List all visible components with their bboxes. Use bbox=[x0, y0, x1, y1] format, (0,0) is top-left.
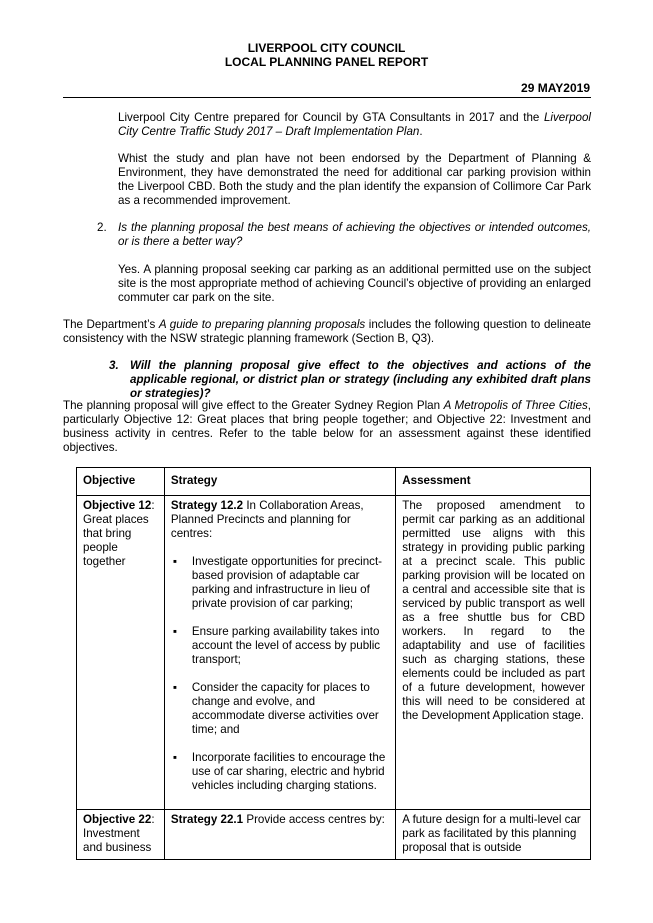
bullet-icon: ▪ bbox=[172, 625, 178, 638]
strategy-bullet-list bbox=[171, 555, 390, 793]
plan-title-italic: A Metropolis of Three Cities bbox=[443, 399, 588, 412]
paragraph-region-plan bbox=[63, 399, 591, 455]
list-item bbox=[171, 625, 390, 667]
list-item bbox=[171, 555, 390, 611]
bullet-icon: ▪ bbox=[172, 681, 178, 694]
list-item-text: Incorporate facilities to encourage the use of car sharing, electric and hybrid vehicles including charging stations. bbox=[191, 751, 386, 792]
objective-text: : Investment and business bbox=[83, 813, 155, 854]
header-strategy: Strategy bbox=[164, 468, 395, 496]
study-title-italic: Liverpool City Centre Traffic Study 2017 – Draft Implementation Plan bbox=[118, 111, 591, 138]
paragraph-text-end: , particularly Objective 12: Great places that bring people together; and Objective 22: Investment and business activity in centres. Refer to the table below for an assessment against these identified objectives. bbox=[63, 399, 591, 454]
strategy-label: Strategy 12.2 bbox=[170, 499, 244, 512]
question-3-text: Will the planning proposal give effect to the objectives and actions of the applicable regional, or district plan or strategy (including any exhibited draft plans or strategies)? bbox=[130, 359, 591, 400]
paragraph-text-end: includes the following question to delineate consistency with the NSW strategic planning framework (Section B, Q3). bbox=[63, 318, 592, 345]
objective-text: : Great places that bring people together bbox=[83, 499, 155, 568]
report-header bbox=[0, 41, 653, 69]
paragraph-answer-yes: Yes. A planning proposal seeking car parking as an additional permitted use on the subject site is the most appropriate method of achieving Council’s objective of providing an enlarged commuter car park on the site. bbox=[118, 263, 591, 304]
strategy-label: Strategy 22.1 bbox=[170, 813, 244, 826]
objective-cell bbox=[77, 496, 165, 810]
strategy-cell bbox=[164, 496, 395, 810]
question-2-text: Is the planning proposal the best means of achieving the objectives or intended outcomes, or is there a better way? bbox=[118, 221, 591, 248]
objective-cell bbox=[77, 810, 165, 860]
strategy-intro bbox=[171, 499, 390, 541]
list-item-text: Consider the capacity for places to change and evolve, and accommodate diverse activities over time; and bbox=[191, 681, 379, 736]
objectives-table bbox=[76, 467, 591, 860]
paragraph-text: Liverpool City Centre prepared for Council by GTA Consultants in 2017 and the bbox=[118, 111, 544, 124]
strategy-text: In Collaboration Areas, Planned Precincts and planning for centres: bbox=[170, 499, 364, 540]
table-row bbox=[77, 810, 591, 860]
header-assessment: Assessment bbox=[396, 468, 591, 496]
question-2-number: 2. bbox=[97, 221, 107, 234]
table-header-row bbox=[77, 468, 591, 496]
report-date: 29 MAY2019 bbox=[521, 81, 590, 95]
list-item-text: Investigate opportunities for precinct-based provision of adaptable car parking and infrastructure in lieu of private provision of car parking; bbox=[191, 555, 383, 610]
paragraph-text-end: . bbox=[419, 125, 423, 138]
strategy-text: Provide access centres by: bbox=[243, 813, 385, 826]
paragraph-text: The planning proposal will give effect to the Greater Sydney Region Plan bbox=[63, 399, 444, 412]
guide-title-italic: A guide to preparing planning proposals bbox=[158, 318, 366, 331]
objective-label: Objective 12 bbox=[83, 499, 152, 512]
paragraph-text: The Department’s bbox=[63, 318, 159, 331]
paragraph-endorsement: Whist the study and plan have not been endorsed by the Department of Planning & Environment, they have demonstrated the need for additional car parking provision within the Liverpool CBD. Both the study and the plan identify the expansion of Collimore Car Park as a recommended improvement. bbox=[118, 152, 591, 207]
assessment-cell: A future design for a multi-level car park as facilitated by this planning proposal that is outside bbox=[396, 810, 591, 860]
list-item bbox=[171, 681, 390, 737]
strategy-cell bbox=[164, 810, 395, 860]
objective-label: Objective 22 bbox=[83, 813, 152, 826]
paragraph-department-guide bbox=[63, 318, 591, 346]
bullet-icon: ▪ bbox=[172, 555, 178, 568]
table-row bbox=[77, 496, 591, 810]
header-divider bbox=[63, 97, 591, 98]
report-title: LOCAL PLANNING PANEL REPORT bbox=[224, 55, 429, 69]
council-name: LIVERPOOL CITY COUNCIL bbox=[247, 41, 406, 55]
header-objective: Objective bbox=[77, 468, 165, 496]
assessment-cell: The proposed amendment to permit car parking as an additional permitted use aligns with this strategy in providing public parking at a precinct scale. This public parking provision will be located on a central and accessible site that is serviced by public transport as well as a free shuttle bus for CBD workers. In regard to the adaptability and use of facilities such as charging stations, these elements could be included as part of a future development, however this will need to be considered at the Development Application stage. bbox=[396, 496, 591, 810]
question-3-number: 3. bbox=[109, 359, 119, 372]
paragraph-study-reference bbox=[118, 111, 591, 139]
bullet-icon: ▪ bbox=[172, 751, 178, 764]
list-item-text: Ensure parking availability takes into account the level of access by public transport; bbox=[191, 625, 381, 666]
list-item bbox=[171, 751, 390, 793]
